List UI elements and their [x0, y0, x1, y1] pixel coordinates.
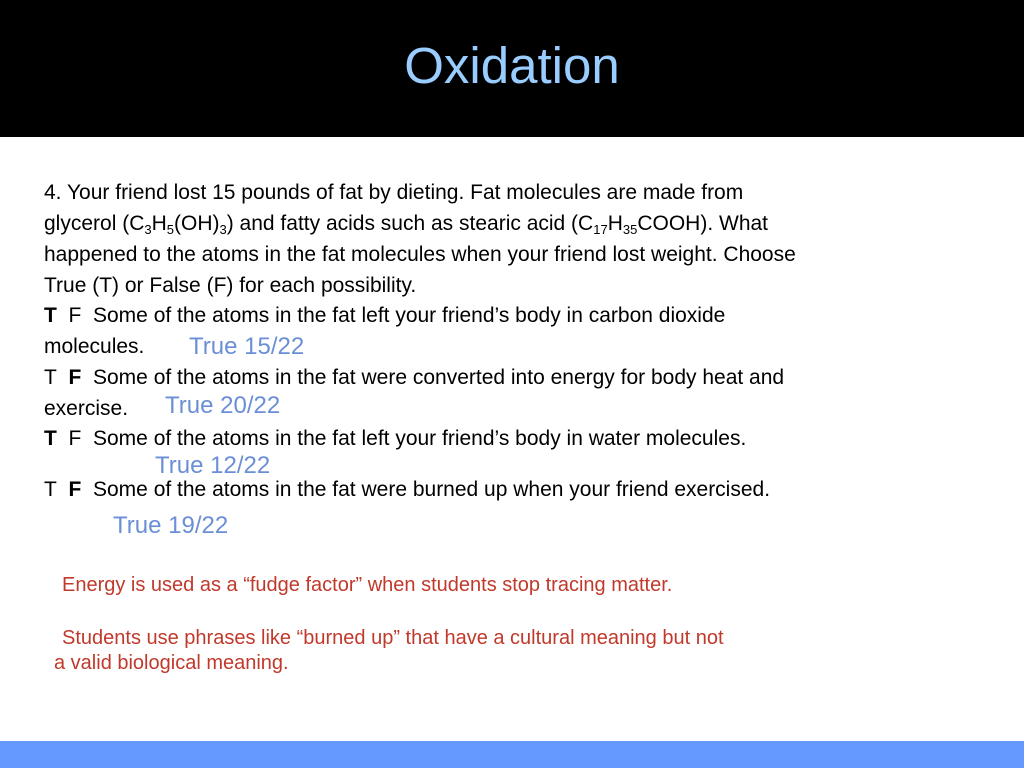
footer-bar — [0, 741, 1024, 768]
option-2-line-1 — [44, 362, 784, 393]
option-4-text: Some of the atoms in the fat were burned up when your friend exercised. — [93, 478, 771, 501]
option-3-line-1 — [44, 423, 746, 454]
option-1-true-mark: T — [44, 304, 57, 327]
option-4-false-mark: F — [68, 478, 82, 501]
slide-title: Oxidation — [404, 37, 620, 94]
note-burned-up-line-1: Students use phrases like “burned up” that have a cultural meaning but not — [62, 627, 724, 649]
option-3-text: Some of the atoms in the fat left your friend’s body in water molecules. — [93, 427, 747, 450]
option-1-false-mark: F — [68, 304, 82, 327]
option-2-line-2: exercise. — [44, 397, 129, 420]
option-4-true-mark: T — [44, 478, 57, 501]
option-4-line-1 — [44, 474, 770, 505]
option-1-line-1 — [44, 300, 725, 331]
option-3-false-mark: F — [68, 427, 82, 450]
option-1-line-2: molecules. — [44, 335, 145, 358]
question-line-4: True (T) or False (F) for each possibility. — [44, 274, 417, 297]
note-burned-up-line-2: a valid biological meaning. — [54, 652, 289, 674]
option-2-false-mark: F — [68, 366, 82, 389]
note-fudge-factor: Energy is used as a “fudge factor” when students stop tracing matter. — [62, 574, 673, 596]
question-line-1: 4. Your friend lost 15 pounds of fat by dieting. Fat molecules are made from — [44, 181, 744, 204]
option-3-answer: True 12/22 — [155, 452, 271, 479]
question-line-3: happened to the atoms in the fat molecules when your friend lost weight. Choose — [44, 243, 796, 266]
option-2-answer: True 20/22 — [165, 392, 281, 419]
option-2-text: Some of the atoms in the fat were converted into energy for body heat and — [93, 366, 785, 389]
title-bar — [0, 0, 1024, 137]
option-1-text: Some of the atoms in the fat left your friend’s body in carbon dioxide — [93, 304, 726, 327]
option-4-answer: True 19/22 — [113, 512, 229, 539]
option-2-true-mark: T — [44, 366, 57, 389]
option-1-answer: True 15/22 — [189, 333, 305, 360]
option-3-true-mark: T — [44, 427, 57, 450]
question-line-2: glycerol $(C_3H_5(OH)_3)$ and fatty acids such as stearic acid $(C_{17}H_{35}COOH)$. What — [44, 212, 769, 237]
